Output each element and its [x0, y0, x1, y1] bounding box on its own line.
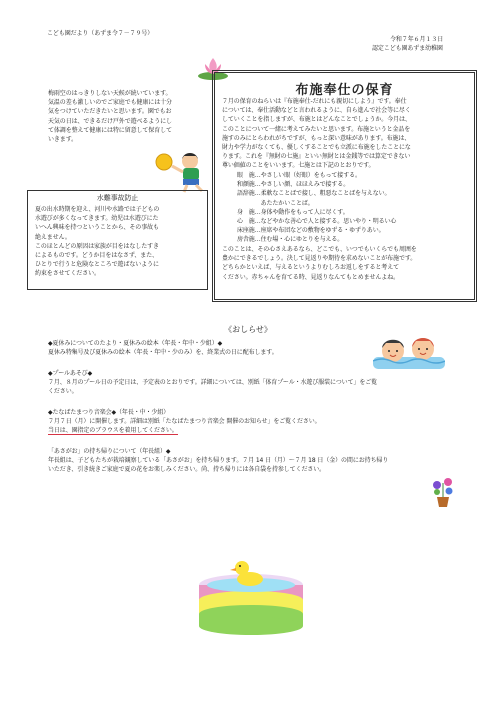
water-line: いへん興味を持つということから、その事故も [35, 224, 159, 232]
fuse-hoshi-box [212, 70, 477, 302]
intro-line: 気温の差も激しいのでご家庭でも健康には十分 [48, 99, 172, 107]
water-line: ひとりで行うと危険なところで遊ばないように [35, 261, 159, 269]
intro-line: て体調を整えて健康には特に留意して保育して [48, 126, 172, 134]
water-line: 夏の出水時期を迎え、河川や水路では子どもの [35, 206, 160, 213]
fuse-line: 尊い価値のことをいいます。七施とは下記のとおりです。 [222, 162, 375, 170]
fuse-closing-line: 豊かにできるでしょう。決して見返りや期待を求めないことが布施です。 [222, 255, 417, 263]
concert-notice-title: ◆たなばたまつり音楽会◆（年長・中・少組） [48, 409, 170, 416]
fuse-closing-line: どちらかといえば、与えるというよりむしろお返しをすると考えて [222, 264, 400, 272]
asagao-notice-title: 「あさがお」の持ち帰りについて（年長組）◆ [48, 448, 171, 455]
fuse-line: 財力や学力がなくても、優しくすることでも立派に布施をしたことにな [222, 144, 411, 152]
pool-notice-text: ７月、８月のプール日の予定日は、予定表のとおりです。詳細については、別紙「体育プール・水遊び服装について」をご覧 [48, 379, 378, 387]
seven-alms-item: 床座施…座席や布団などの敷物をゆずる・ゆずりあい。 [237, 227, 385, 235]
notices-heading: 《おしらせ》 [224, 325, 272, 334]
water-line: 水遊びが多くなってきます。幼児は水遊びにた [35, 215, 159, 223]
asagao-notice-text: 年長組は、子どもたちが栽培観察している「あさがお」を持ち帰ります。７月 14 日（月）～７月 18 日（金）の間にお持ち帰り [48, 457, 389, 465]
seven-alms-item: 和顔施…やさしい顔、ほほえみで接する。 [237, 181, 350, 189]
newsletter-title: こども園だより（あずま令７－７９号） [47, 30, 154, 37]
fuse-line: ります。これを『無財の七施』といい無財とは金銭等では算定できない [222, 153, 411, 161]
fuse-line: このことについて一緒に考えてみたいと思います。布施というと金品を [222, 125, 411, 133]
intro-line: いきます。 [48, 136, 78, 144]
summer-notice-title: ◆夏休みについてのたより・夏休みの絵本（年長・年中・少組）◆ [48, 340, 223, 347]
seven-alms-item: 身 施…身体や動作をもって人に尽くす。 [237, 208, 349, 216]
issue-date: 令和７年６月１３日 [390, 36, 444, 43]
fuse-line: していくことを指しますが、布施とはどんなことでしょうか。今月は、 [222, 116, 411, 124]
fuse-closing-line: ください。赤ちゃんを育てる時、見返りなんてもとめませんよね。 [222, 273, 400, 281]
water-line: によるものです。どうか目をはなさず、また、 [35, 252, 158, 260]
fuse-closing-line: このことは、その心さえあるなら、どこでも、いつでもいくらでも周囲を [222, 246, 417, 253]
water-line: 絶えません。 [35, 233, 71, 241]
children-swimming-illustration [373, 330, 445, 370]
boy-with-ball-illustration [150, 148, 210, 194]
seven-alms-item: 眼 施…やさしい眼（好眼）をもって接する。 [237, 172, 361, 179]
seven-alms-item: あたたかいことば。 [237, 199, 314, 207]
seven-alms-item: 房舎施…住む場・心にゆとりを与える。 [237, 236, 344, 244]
fuse-line: ７月の保育のねらいは『布施奉仕-だれにも親切にしよう』です。奉仕 [222, 98, 407, 105]
seven-alms-item: 語辞施…柔軟なことばで接し、粗悪なことばを与えない。 [237, 190, 391, 198]
water-accident-box [27, 190, 208, 290]
water-line: 約束をさせてください。 [35, 270, 100, 278]
seven-alms-item: 心 施…などやかな善心で人と接する。思いやり・明るい心 [237, 218, 397, 226]
pool-notice-title: ◆プールあそび◆ [48, 370, 93, 377]
morning-glory-icon [428, 475, 458, 509]
water-line: このほとんどの原因は家族が目をはなしたすき [35, 242, 159, 250]
pool-notice-text: ください。 [48, 388, 78, 396]
fuse-hoshi-title: 布施奉仕の保育 [295, 83, 394, 98]
concert-notice-highlight: 当日は、園指定のブラウスを着用してください。 [48, 427, 178, 435]
school-name: 認定こども園あずま幼稚園 [372, 45, 443, 52]
water-accident-title: 水難事故防止 [96, 194, 139, 202]
intro-line: 気をつけていただきたいと思います。園でもお [48, 108, 172, 116]
summer-notice-text: 夏休み特集号及び夏休みの絵本（年長・年中・少のみ）を、終業式の日に配布します。 [48, 349, 278, 357]
concert-notice-text: ７月７日（月）に開催します。詳細は別紙「たなばたまつり音楽会 開催のお知らせ」をご覧ください。 [48, 418, 321, 426]
asagao-notice-text: いただき、引き続きご家庭で夏の花をお楽しみください。尚、持ち帰りには各自袋を持参してください。 [48, 466, 326, 474]
paddling-pool-illustration [195, 555, 305, 639]
intro-line: 梅雨空のはっきりしない天候が続いています。 [48, 90, 172, 97]
intro-line: 天気の日は、できるだけ戸外で遊べるようにし [48, 117, 172, 125]
fuse-line: 施すのみにとらわれがちですが、もっと深い意味があります。布施は、 [222, 134, 411, 142]
fuse-line: については、奉仕活動などと言われるように、自ら進んで社会等に尽く [222, 107, 411, 115]
